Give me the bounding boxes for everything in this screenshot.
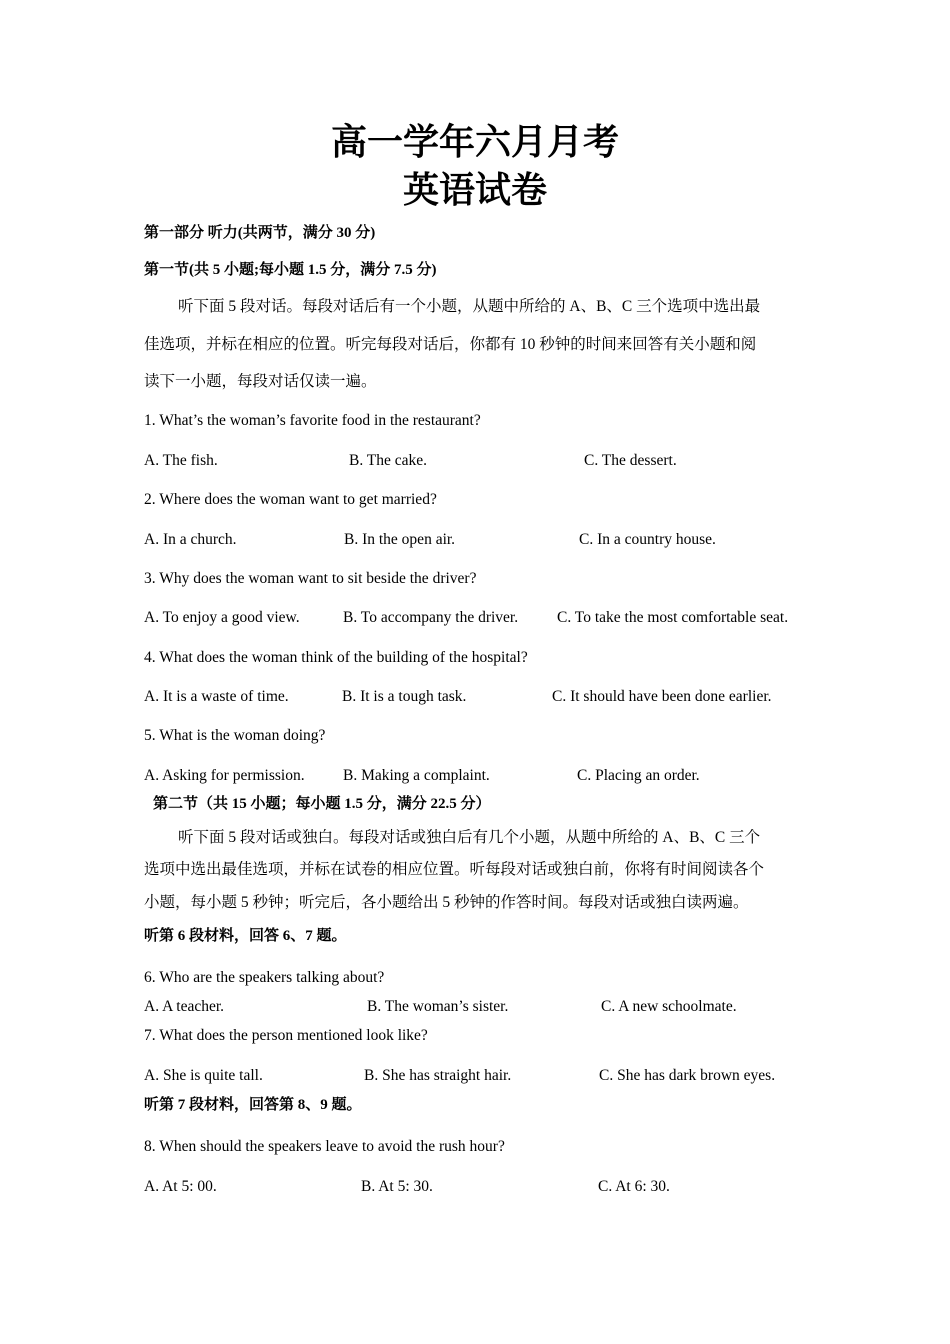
section1-instructions-line: 读下一小题，每段对话仅读一遍。 xyxy=(144,373,377,390)
section1-instructions-line: 佳选项，并标在相应的位置。听完每段对话后，你都有 10 秒钟的时间来回答有关小题和阅 xyxy=(144,336,757,353)
question-3: 3. Why does the woman want to sit beside the driver? xyxy=(144,570,477,587)
q2-option-b: B. In the open air. xyxy=(344,531,456,548)
material-6-heading: 听第 6 段材料，回答 6、7 题。 xyxy=(144,928,347,944)
q7-option-c: C. She has dark brown eyes. xyxy=(599,1067,776,1084)
section2-instructions-line: 小题，每小题 5 秒钟；听完后，各小题给出 5 秒钟的作答时间。每段对话或独白读两遍。 xyxy=(144,894,749,911)
q6-option-b: B. The woman’s sister. xyxy=(367,998,509,1015)
question-7: 7. What does the person mentioned look like? xyxy=(144,1027,428,1044)
q4-option-a: A. It is a waste of time. xyxy=(144,688,289,705)
q8-option-a: A. At 5: 00. xyxy=(144,1178,217,1195)
q8-option-b: B. At 5: 30. xyxy=(361,1178,433,1195)
question-2: 2. Where does the woman want to get married? xyxy=(144,491,437,508)
q4-option-c: C. It should have been done earlier. xyxy=(552,688,772,705)
title-line-1: 高一学年六月月考 xyxy=(330,122,619,162)
section2-instructions-line: 选项中选出最佳选项，并标在试卷的相应位置。听每段对话或独白前，你将有时间阅读各个 xyxy=(144,861,765,878)
q7-option-a: A. She is quite tall. xyxy=(144,1067,263,1084)
section1-heading: 第一节(共 5 小题;每小题 1.5 分，满分 7.5 分) xyxy=(144,262,437,278)
q7-option-b: B. She has straight hair. xyxy=(364,1067,512,1084)
q3-option-b: B. To accompany the driver. xyxy=(343,609,519,626)
q8-option-c: C. At 6: 30. xyxy=(598,1178,670,1195)
question-8: 8. When should the speakers leave to avoid the rush hour? xyxy=(144,1138,505,1155)
q3-option-a: A. To enjoy a good view. xyxy=(144,609,300,626)
section1-instructions-line: 听下面 5 段对话。每段对话后有一个小题，从题中所给的 A、B、C 三个选项中选出最 xyxy=(178,298,761,315)
q6-option-c: C. A new schoolmate. xyxy=(601,998,737,1015)
q5-option-c: C. Placing an order. xyxy=(577,767,700,784)
q3-option-c: C. To take the most comfortable seat. xyxy=(557,609,789,626)
q5-option-b: B. Making a complaint. xyxy=(343,767,490,784)
q6-option-a: A. A teacher. xyxy=(144,998,225,1015)
question-5: 5. What is the woman doing? xyxy=(144,727,326,744)
q4-option-b: B. It is a tough task. xyxy=(342,688,467,705)
q2-option-c: C. In a country house. xyxy=(579,531,716,548)
q1-option-c: C. The dessert. xyxy=(584,452,677,469)
q1-option-b: B. The cake. xyxy=(349,452,428,469)
section2-instructions-line: 听下面 5 段对话或独白。每段对话或独白后有几个小题，从题中所给的 A、B、C 三个 xyxy=(178,829,761,846)
question-4: 4. What does the woman think of the building of the hospital? xyxy=(144,649,528,666)
question-6: 6. Who are the speakers talking about? xyxy=(144,969,385,986)
q1-option-a: A. The fish. xyxy=(144,452,218,469)
title-line-2: 英语试卷 xyxy=(402,170,547,210)
q5-option-a: A. Asking for permission. xyxy=(144,767,305,784)
material-7-heading: 听第 7 段材料，回答第 8、9 题。 xyxy=(144,1097,362,1113)
part1-heading: 第一部分 听力(共两节，满分 30 分) xyxy=(144,225,376,241)
section2-heading: 第二节（共 15 小题；每小题 1.5 分，满分 22.5 分） xyxy=(153,796,491,812)
question-1: 1. What’s the woman’s favorite food in the restaurant? xyxy=(144,412,481,429)
q2-option-a: A. In a church. xyxy=(144,531,237,548)
